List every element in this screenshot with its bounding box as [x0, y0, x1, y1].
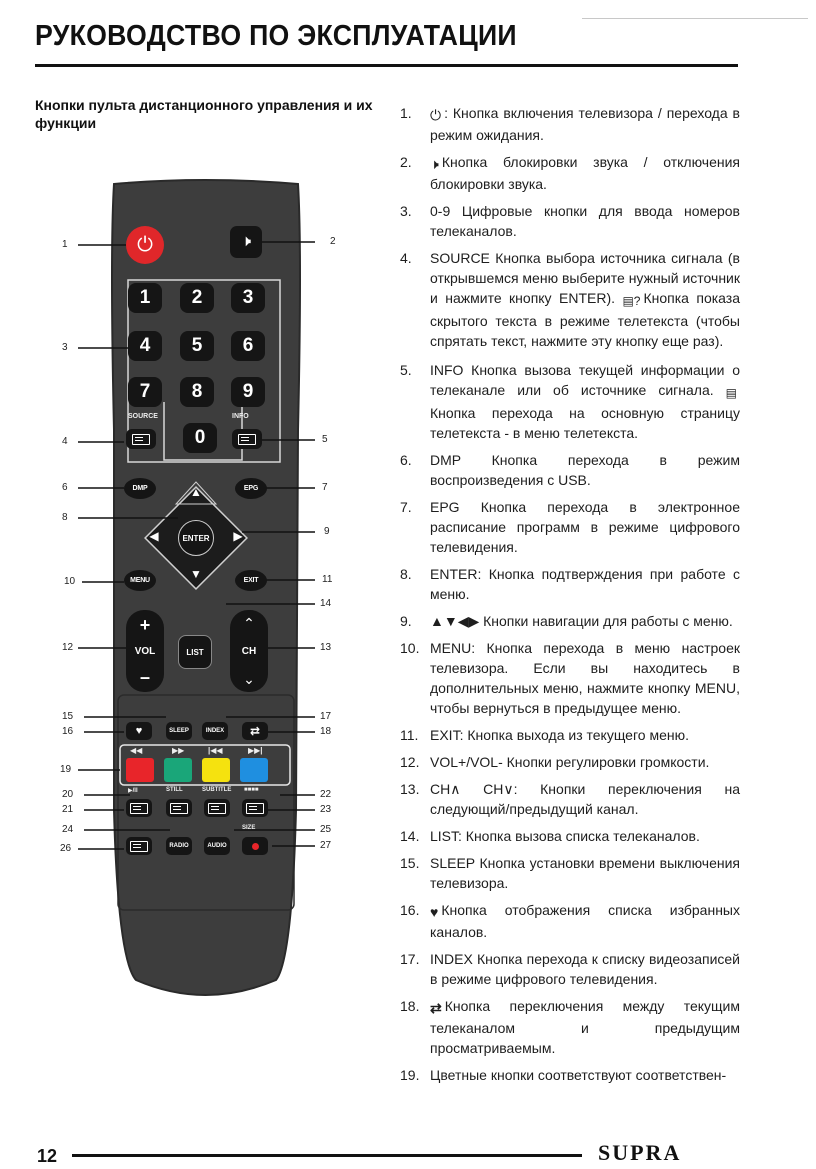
arrow-down-icon: ▼ [190, 567, 202, 581]
item-number: 12. [400, 754, 420, 770]
callout-27: 27 [320, 840, 332, 851]
record-icon [252, 843, 259, 850]
volume-up-label: + [139, 615, 151, 635]
favorite-button[interactable] [126, 722, 152, 740]
item-number: 15. [400, 855, 420, 871]
exit-button[interactable]: EXIT [235, 570, 267, 591]
cancel-teletext-icon [130, 841, 148, 852]
heart-icon: ♥ [430, 904, 439, 920]
item-number: 16. [400, 902, 420, 918]
teletext-icon [130, 803, 148, 814]
source-label: SOURCE [128, 413, 158, 420]
callout-9: 9 [324, 526, 330, 537]
callout-10: 10 [64, 576, 76, 587]
yellow-button[interactable] [202, 758, 230, 782]
power-icon: ⏻ [430, 107, 442, 123]
digit-9-button[interactable]: 9 [231, 377, 265, 407]
callout-1: 1 [62, 239, 68, 250]
item-number: 4. [400, 250, 412, 266]
item-text: SLEEP Кнопка установки времени выключения телевизора. [430, 855, 740, 891]
chevron-up-icon: ⌃ [243, 615, 255, 631]
callout-13: 13 [320, 642, 332, 653]
teletext-hidden-icon [132, 434, 150, 445]
list-item [400, 996, 740, 1058]
callout-26: 26 [60, 843, 72, 854]
cancel-teletext-button[interactable] [126, 837, 152, 855]
previous-icon: |◀◀ [208, 746, 223, 755]
power-button[interactable] [126, 226, 164, 264]
volume-down-label: – [139, 667, 150, 687]
callout-17: 17 [320, 711, 332, 722]
item-text: INDEX Кнопка перехода к списку видеозаписей в режиме цифрового телевидения. [430, 951, 740, 987]
rewind-icon: ◀◀ [130, 746, 143, 755]
teletext-icon [238, 434, 256, 445]
callout-8: 8 [62, 512, 68, 523]
right-arrow-button[interactable] [228, 526, 248, 546]
recall-icon: ⇄ [430, 1000, 442, 1016]
mute-icon: 🕨 [240, 233, 252, 250]
item-number: 18. [400, 998, 420, 1014]
digit-0-button[interactable]: 0 [183, 423, 217, 453]
callout-23: 23 [320, 804, 332, 815]
item-text: Кнопка блокировки звука / отключения блокировки звука. [430, 154, 740, 192]
index-button[interactable]: INDEX [202, 722, 228, 740]
item-number: 17. [400, 951, 420, 967]
arrow-left-icon: ◀ [149, 529, 159, 543]
callout-6: 6 [62, 482, 68, 493]
item-text: DMP Кнопка перехода в режим воспроизведения с USB. [430, 452, 740, 488]
digit-2-button[interactable]: 2 [180, 283, 214, 313]
page-title: РУКОВОДСТВО ПО ЭКСПЛУАТАЦИИ [35, 20, 517, 52]
page-number: 12 [37, 1146, 58, 1166]
list-item [400, 853, 740, 893]
callout-2: 2 [330, 236, 336, 247]
item-number: 6. [400, 452, 412, 468]
callout-22: 22 [320, 789, 332, 800]
item-number: 10. [400, 640, 420, 656]
callout-12: 12 [62, 642, 74, 653]
fast-forward-icon: ▶▶ [172, 746, 185, 755]
item-number: 5. [400, 362, 412, 378]
item-number: 8. [400, 566, 412, 582]
info-label: INFO [232, 413, 249, 420]
item-text: ENTER: Кнопка подтверждения при работе с меню. [430, 566, 740, 602]
item-number: 13. [400, 781, 420, 797]
list-item [400, 752, 740, 772]
section-subtitle: Кнопки пульта дистанционного управления и их функции [35, 97, 373, 131]
item-text: MENU: Кнопка перехода в меню настроек телевизора. Если вы находитесь в дополнительных меню, нажмите кнопку MENU, чтобы вернуться в предыдущее меню. [430, 640, 740, 716]
digit-7-button[interactable]: 7 [128, 377, 162, 407]
radio-button[interactable]: RADIO [166, 837, 192, 855]
dmp-button[interactable]: DMP [124, 478, 156, 499]
list-item [400, 152, 740, 194]
record-button[interactable] [242, 837, 268, 855]
item-text: Кнопка переключения между текущим телеканалом и предыдущим просматриваемым. [430, 998, 740, 1056]
mute-icon: 🕨 [430, 156, 439, 172]
channel-label: CH [241, 645, 257, 657]
item-number: 11. [400, 727, 419, 743]
channel-rocker[interactable] [230, 610, 268, 692]
item-text: Цветные кнопки соответствуют соответствен- [430, 1067, 727, 1083]
callout-11: 11 [322, 574, 333, 585]
list-item [400, 826, 740, 846]
item-text: VOL+/VOL- Кнопки регулировки громкости. [430, 754, 710, 770]
item-text: LIST: Кнопка вызова списка телеканалов. [430, 828, 700, 844]
list-item [400, 611, 740, 631]
volume-label: VOL [134, 645, 156, 657]
list-item [400, 201, 740, 241]
subpage-icon [208, 803, 226, 814]
list-item [400, 900, 740, 942]
digit-6-button[interactable]: 6 [231, 331, 265, 361]
callout-19: 19 [60, 764, 72, 775]
hold-button[interactable] [166, 799, 192, 817]
list-item [400, 450, 740, 490]
callout-24: 24 [62, 824, 74, 835]
arrow-right-icon: ▶ [233, 529, 243, 543]
callout-16: 16 [62, 726, 74, 737]
callout-18: 18 [320, 726, 332, 737]
epg-button[interactable]: EPG [235, 478, 267, 499]
callout-3: 3 [62, 342, 68, 353]
item-text: : Кнопка включения телевизора / перехода в режим ожидания. [430, 105, 740, 143]
teletext-icon: ▤ [725, 386, 737, 400]
volume-rocker[interactable] [126, 610, 164, 692]
callout-21: 21 [62, 804, 74, 815]
mute-button[interactable] [230, 226, 262, 258]
item-number: 7. [400, 499, 412, 515]
sleep-button[interactable]: SLEEP [166, 722, 192, 740]
list-item [400, 497, 740, 557]
item-text: SOURCE Кнопка выбора источника сигнала (в открывшемся меню выберите нужный источник и нажмите кнопку ENTER). [430, 250, 740, 306]
green-button[interactable] [164, 758, 192, 782]
still-label: STILL [166, 787, 183, 793]
list-item [400, 248, 740, 351]
callout-25: 25 [320, 824, 332, 835]
stop-icon: ■■■■ [244, 787, 259, 793]
digit-8-button[interactable]: 8 [180, 377, 214, 407]
up-arrow-button[interactable] [186, 484, 206, 500]
footer-rule [72, 1154, 582, 1157]
callout-5: 5 [322, 434, 328, 445]
item-text: Кнопка отображения списка избранных каналов. [430, 902, 740, 940]
title-rule [35, 64, 738, 67]
subtitle-label: SUBTITLE [202, 787, 232, 793]
callout-7: 7 [322, 482, 328, 493]
button-functions-list [400, 103, 740, 1085]
remote-control-diagram [40, 170, 370, 1010]
digit-1-button[interactable]: 1 [128, 283, 162, 313]
callout-14: 14 [320, 598, 332, 609]
list-item [400, 725, 740, 745]
next-icon: ▶▶| [248, 746, 263, 755]
list-item [400, 949, 740, 989]
list-button[interactable]: LIST [178, 635, 212, 669]
digit-4-button[interactable]: 4 [128, 331, 162, 361]
left-arrow-button[interactable] [144, 526, 164, 546]
red-button[interactable] [126, 758, 154, 782]
recall-button[interactable] [242, 722, 268, 740]
item-text: EPG Кнопка перехода в электронное расписание программ в режиме цифрового телевидения. [430, 499, 740, 555]
down-arrow-button[interactable] [186, 566, 206, 582]
recall-icon: ⇄ [249, 724, 261, 738]
brand-logo: SUPRA [598, 1140, 682, 1165]
item-text: 0-9 Цифровые кнопки для ввода номеров телеканалов. [430, 203, 740, 239]
reveal-icon [246, 803, 264, 814]
list-item [400, 779, 740, 819]
arrow-up-icon: ▲ [190, 485, 202, 499]
list-item [400, 564, 740, 604]
callout-4: 4 [62, 436, 68, 447]
power-icon: ⏻ [137, 233, 153, 256]
heart-icon: ♥ [135, 725, 143, 737]
list-item [400, 360, 740, 443]
enter-button[interactable]: ENTER [178, 520, 214, 556]
digit-3-button[interactable]: 3 [231, 283, 265, 313]
teletext-button[interactable] [126, 799, 152, 817]
source-button[interactable] [126, 429, 156, 449]
list-item [400, 638, 740, 718]
item-number: 9. [400, 613, 412, 629]
callout-20: 20 [62, 789, 74, 800]
list-item [400, 103, 740, 145]
reveal-button[interactable] [242, 799, 268, 817]
item-number: 1. [400, 105, 412, 121]
item-text: ▲▼◀▶ Кнопки навигации для работы с меню. [430, 613, 733, 629]
item-text: INFO Кнопка вызова текущей информации о телеканале или об источнике сигнала. [430, 362, 740, 398]
chevron-down-icon: ⌄ [243, 671, 255, 687]
callout-15: 15 [62, 711, 74, 722]
list-item [400, 1065, 740, 1085]
subpage-button[interactable] [204, 799, 230, 817]
digit-5-button[interactable]: 5 [180, 331, 214, 361]
item-number: 2. [400, 154, 412, 170]
audio-button[interactable]: AUDIO [204, 837, 230, 855]
top-rule [582, 18, 808, 19]
play-pause-icon: ▶/II [128, 788, 138, 794]
item-text: CH∧ CH∨: Кнопки переключения на следующий/предыдущий канал. [430, 781, 740, 817]
menu-button[interactable]: MENU [124, 570, 156, 591]
item-text-2: Кнопка перехода на основную страницу телетекста - в меню телетекста. [430, 405, 740, 441]
item-number: 14. [400, 828, 420, 844]
item-text-2: Кнопка показа скрытого текста в режиме телетекста (чтобы спрятать текст, нажмите эту кнопку еще раз). [430, 290, 740, 349]
item-number: 3. [400, 203, 412, 219]
hold-icon [170, 803, 188, 814]
blue-button[interactable] [240, 758, 268, 782]
item-text: EXIT: Кнопка выхода из текущего меню. [430, 727, 689, 743]
teletext-hidden-icon: ▤? [622, 294, 641, 308]
item-number: 19. [400, 1067, 420, 1083]
size-label: SIZE [242, 825, 256, 831]
info-button[interactable] [232, 429, 262, 449]
